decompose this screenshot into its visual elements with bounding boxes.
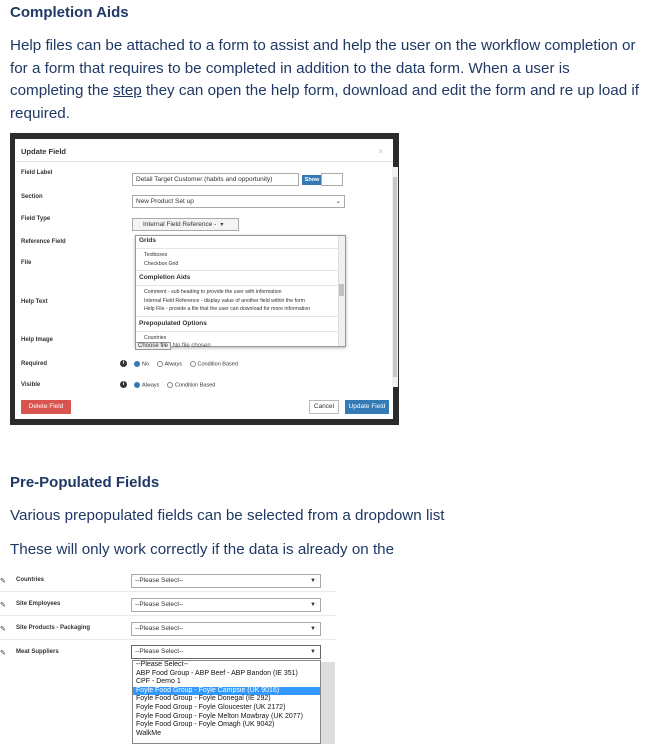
modal-title: Update Field [21, 147, 67, 156]
info-icon[interactable] [120, 360, 134, 367]
select-option[interactable]: ABP Food Group - ABP Beef - ABP Bandon (IE 351) [136, 669, 298, 677]
delete-field-button[interactable]: Delete Field [21, 400, 71, 414]
caret-down-icon: ▼ [310, 626, 316, 632]
dropdown-group-completion-aids: Completion Aids [139, 274, 191, 281]
caret-down-icon: ▼ [310, 649, 316, 655]
dropdown-option[interactable]: Help File - provide a file that the user can download for more information [144, 306, 311, 312]
edit-icon[interactable]: ✎ [0, 602, 6, 609]
list-shadow [321, 662, 335, 744]
update-field-button[interactable]: Update Field [345, 400, 389, 414]
file-label: File [21, 260, 32, 266]
field-type-value: Internal Field Reference - [143, 221, 217, 228]
prepopulated-para-2: These will only work correctly if the data is already on the [10, 541, 395, 558]
prepop-row-label: Countries [16, 577, 45, 583]
prepopulated-para-1: Various prepopulated fields can be selected from a dropdown list [10, 507, 445, 524]
info-glyph: i [120, 381, 127, 388]
reference-field-label: Reference Field [21, 239, 66, 245]
prepopulated-heading: Pre-Populated Fields [10, 474, 160, 491]
select-option[interactable]: Foyle Food Group - Foyle Donegal (IE 292) [136, 695, 271, 703]
radio-required-always[interactable] [157, 361, 163, 367]
select-option[interactable]: --Please Select-- [136, 661, 189, 668]
dropdown-option[interactable]: Textboxes [144, 252, 168, 258]
visible-radio-group [134, 382, 215, 388]
radio-label: Condition Based [197, 361, 238, 368]
edit-icon[interactable]: ✎ [0, 650, 6, 657]
show-button[interactable]: Show [302, 175, 322, 185]
radio-visible-always[interactable] [134, 382, 140, 388]
dropdown-group-grids: Grids [139, 237, 156, 244]
cancel-button[interactable]: Cancel [309, 400, 339, 414]
radio-label: Condition Based [174, 382, 216, 389]
file-chooser[interactable] [135, 343, 211, 349]
dropdown-option[interactable]: Internal Field Reference - display value of another field within the form [144, 297, 305, 304]
update-field-screenshot [10, 133, 399, 425]
field-type-dropdown-list[interactable] [135, 235, 346, 347]
dropdown-separator [136, 331, 345, 332]
dropdown-separator [136, 316, 345, 317]
section-select[interactable] [132, 195, 345, 208]
section-label: Section [21, 194, 43, 200]
radio-visible-condition[interactable] [167, 382, 173, 388]
edit-icon[interactable]: ✎ [0, 626, 6, 633]
caret-down-icon: ▼ [310, 578, 316, 584]
prepop-row-label: Meat Suppliers [16, 649, 59, 655]
select-option[interactable]: CPF - Demo 1 [136, 678, 181, 686]
dropdown-group-prepopulated: Prepopulated Options [139, 319, 207, 327]
step-link[interactable]: step [113, 82, 142, 99]
field-label-input[interactable]: Detail Target Customer (habits and opportunity) [132, 173, 299, 186]
field-type-label: Field Type [21, 216, 51, 222]
select-option[interactable]: Foyle Food Group - Foyle Gloucester (UK 2172) [136, 703, 286, 711]
required-label: Required [21, 361, 48, 367]
required-radio-group [134, 361, 238, 367]
caret-down-icon: ▾ [220, 222, 224, 228]
help-text-label: Help Text [21, 299, 48, 305]
field-type-dropdown-button[interactable] [132, 218, 239, 231]
meat-suppliers-select[interactable] [131, 645, 321, 659]
select-value: --Please Select-- [135, 625, 184, 632]
dropdown-option[interactable]: Checkbox Grid [144, 260, 179, 267]
chevron-down-icon: ⌄ [335, 198, 341, 205]
modal-divider [15, 161, 393, 162]
info-glyph: i [120, 360, 127, 367]
para-text-after: they can open the help form, download and edit the form and re up load if required. [10, 82, 640, 122]
meat-suppliers-option-list[interactable] [132, 660, 321, 744]
para-text-before: Help files can be attached to a form to assist and help the user on the workflow completion or for a form that requires to be completed in addition to the data form. When a user is completing the [10, 37, 636, 99]
dropdown-separator [136, 248, 345, 249]
visible-label: Visible [21, 382, 41, 388]
dropdown-option[interactable]: Comment - sub heading to provide the user with information [144, 289, 282, 295]
field-label-label: Field Label [21, 170, 53, 176]
select-value: --Please Select-- [135, 648, 184, 655]
dropdown-scrollbar[interactable] [338, 236, 345, 346]
select-option-highlighted[interactable]: Foyle Food Group - Foyle Campsie (UK 9016) [133, 687, 320, 696]
countries-select[interactable] [131, 574, 321, 588]
radio-label: Always [164, 361, 182, 368]
dropdown-scroll-thumb[interactable] [339, 284, 344, 296]
modal-scrollbar[interactable] [392, 167, 398, 387]
select-value: --Please Select-- [135, 577, 184, 584]
info-icon[interactable] [120, 381, 134, 388]
select-value: --Please Select-- [135, 601, 184, 608]
choose-file-button[interactable]: Choose file [135, 342, 171, 350]
field-label-extra-input[interactable] [321, 173, 343, 186]
select-option[interactable]: WalkMe [136, 729, 162, 737]
site-employees-select[interactable] [131, 598, 321, 612]
no-file-text: No file chosen [172, 343, 211, 349]
help-image-label: Help Image [21, 337, 54, 343]
caret-down-icon: ▼ [310, 602, 316, 608]
radio-label: Always [142, 382, 160, 389]
close-icon[interactable]: × [378, 147, 383, 156]
select-option[interactable]: Foyle Food Group - Foyle Melton Mowbray (UK 2077) [136, 712, 303, 720]
completion-aids-paragraph [10, 35, 640, 125]
site-products-select[interactable] [131, 622, 321, 636]
select-option[interactable]: Foyle Food Group - Foyle Omagh (UK 9042) [136, 721, 275, 729]
update-field-modal [15, 139, 393, 419]
prepop-row-label: Site Products - Packaging [16, 625, 91, 631]
edit-icon[interactable]: ✎ [0, 578, 6, 585]
prepop-row-label: Site Employees [16, 601, 61, 607]
modal-scroll-thumb[interactable] [393, 177, 397, 377]
dropdown-option[interactable]: Countries [144, 334, 167, 341]
radio-required-no[interactable] [134, 361, 140, 367]
radio-label: No [142, 361, 150, 368]
completion-aids-heading: Completion Aids [10, 4, 129, 21]
radio-required-condition[interactable] [190, 361, 196, 367]
dropdown-separator [136, 270, 345, 271]
section-select-value: New Product Set up [136, 198, 194, 205]
dropdown-separator [136, 285, 345, 286]
